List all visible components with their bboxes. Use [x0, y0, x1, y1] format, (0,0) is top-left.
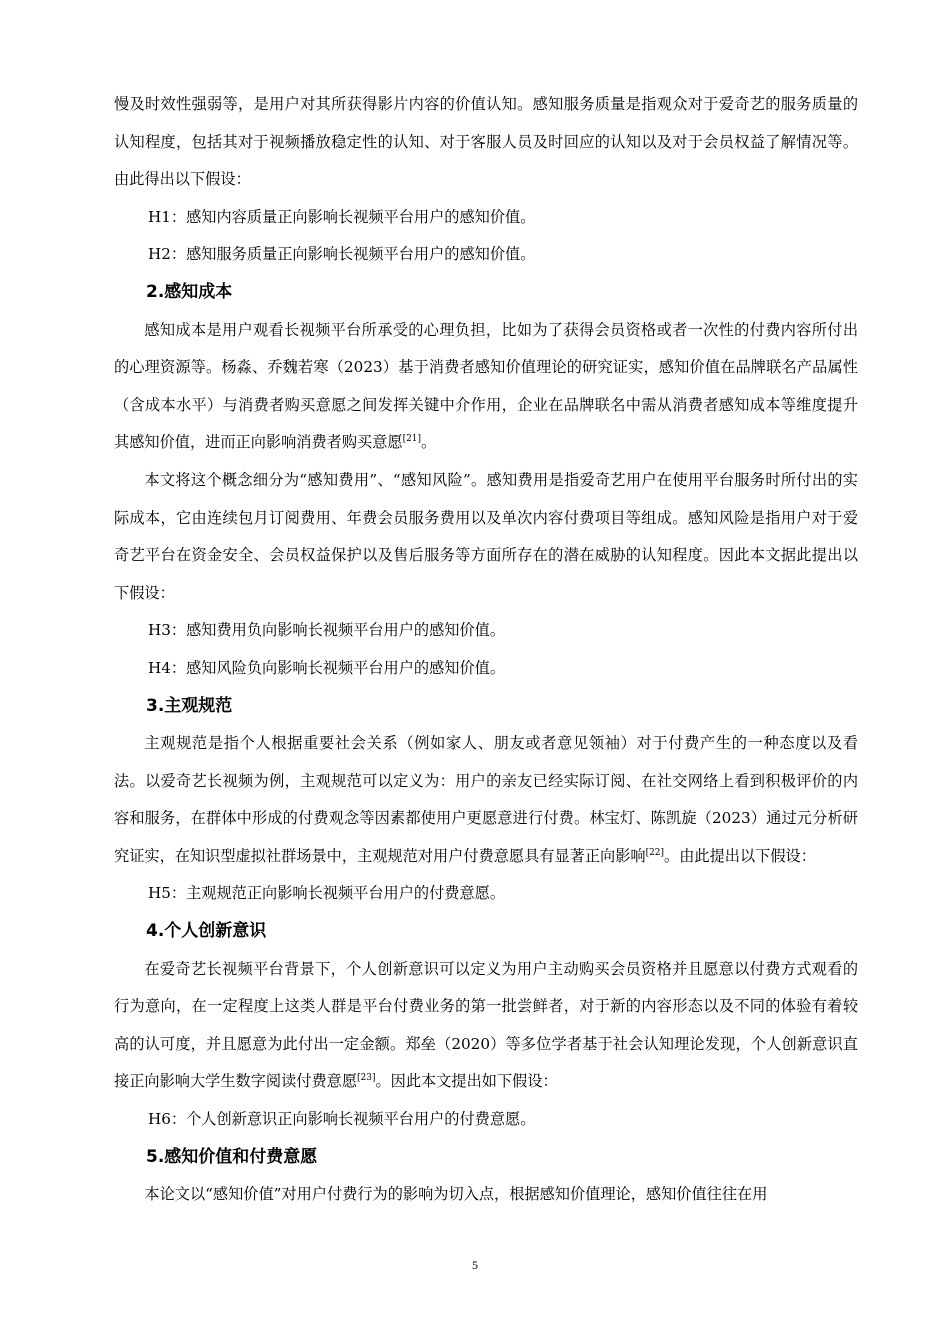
paragraph-continued: 慢及时效性强弱等，是用户对其所获得影片内容的价值认知。感知服务质量是指观众对于爱奇艺的服务质量的认知程度，包括其对于视频播放稳定性的认知、对于客服人员及时回应的认知以及对于会员权益了解情况等。由此得出以下假设： [114, 95, 858, 189]
paragraph-value-and-willingness: 本论文以“感知价值”对用户付费行为的影响为切入点，根据感知价值理论，感知价值往往在用 [144, 1185, 768, 1204]
hypothesis-h3: H3：感知费用负向影响长视频平台用户的感知价值。 [148, 621, 506, 640]
hypothesis-h5: H5：主观规范正向影响长视频平台用户的付费意愿。 [148, 884, 506, 903]
page-body [114, 86, 858, 1214]
hypothesis-h1: H1：感知内容质量正向影响长视频平台用户的感知价值。 [148, 207, 536, 226]
paragraph-perceived-cost [114, 312, 858, 462]
paragraph-text: 感知成本是用户观看长视频平台所承受的心理负担，比如为了获得会员资格或者一次性的付费内容所付出的心理资源等。杨淼、乔魏若寒（2023）基于消费者感知价值理论的研究证实，感知价值在品牌联名产品属性（含成本水平）与消费者购买意愿之间发挥关键中介作用，企业在品牌联名中需从消费者感知成本等维度提升其感知价值，进而正向影响消费者购买意愿 [114, 320, 858, 452]
paragraph-cost-breakdown: 本文将这个概念细分为“感知费用”、“感知风险”。感知费用是指爱奇艺用户在使用平台服务时所付出的实际成本，它由连续包月订阅费用、年费会员服务费用以及单次内容付费项目等组成。感知风险是指用户对于爱奇艺平台在资金安全、会员权益保护以及售后服务等方面所存在的潜在威胁的认知程度。因此本文据此提出以下假设： [114, 470, 858, 602]
hypothesis-h6: H6：个人创新意识正向影响长视频平台用户的付费意愿。 [148, 1110, 536, 1129]
section-heading-value-and-willingness: 5.感知价值和付费意愿 [146, 1146, 318, 1167]
paragraph-text: 。 [421, 433, 437, 452]
paragraph-innovation [114, 951, 858, 1101]
paragraph-text: 在爱奇艺长视频平台背景下，个人创新意识可以定义为用户主动购买会员资格并且愿意以付费方式观看的行为意向，在一定程度上这类人群是平台付费业务的第一批尝鲜者，对于新的内容形态以及不同的体验有着较高的认可度，并且愿意为此付出一定金额。郑垒（2020）等多位学者基于社会认知理论发现，个人创新意识直接正向影响大学生数字阅读付费意愿 [114, 959, 858, 1091]
paragraph-subjective-norm [114, 725, 858, 875]
citation-ref: [23] [357, 1073, 376, 1084]
paragraph-text: 。因此本文提出如下假设： [375, 1072, 558, 1091]
paragraph-text: 。由此提出以下假设： [664, 846, 816, 865]
hypothesis-h4: H4：感知风险负向影响长视频平台用户的感知价值。 [148, 658, 506, 677]
paragraph-text: 主观规范是指个人根据重要社会关系（例如家人、朋友或者意见领袖）对于付费产生的一种态度以及看法。以爱奇艺长视频为例，主观规范可以定义为：用户的亲友已经实际订阅、在社交网络上看到积极评价的内容和服务，在群体中形成的付费观念等因素都使用户更愿意进行付费。林宝灯、陈凯旋（2023）通过元分析研究证实，在知识型虚拟社群场景中，主观规范对用户付费意愿具有显著正向影响 [114, 734, 858, 865]
citation-ref: [22] [645, 847, 665, 858]
citation-ref: [21] [402, 434, 422, 445]
page-number: 5 [472, 1258, 478, 1272]
section-heading-innovation: 4.个人创新意识 [146, 921, 267, 942]
hypothesis-h2: H2：感知服务质量正向影响长视频平台用户的感知价值。 [148, 245, 536, 264]
section-heading-perceived-cost: 2.感知成本 [146, 281, 233, 302]
section-heading-subjective-norm: 3.主观规范 [146, 695, 233, 716]
